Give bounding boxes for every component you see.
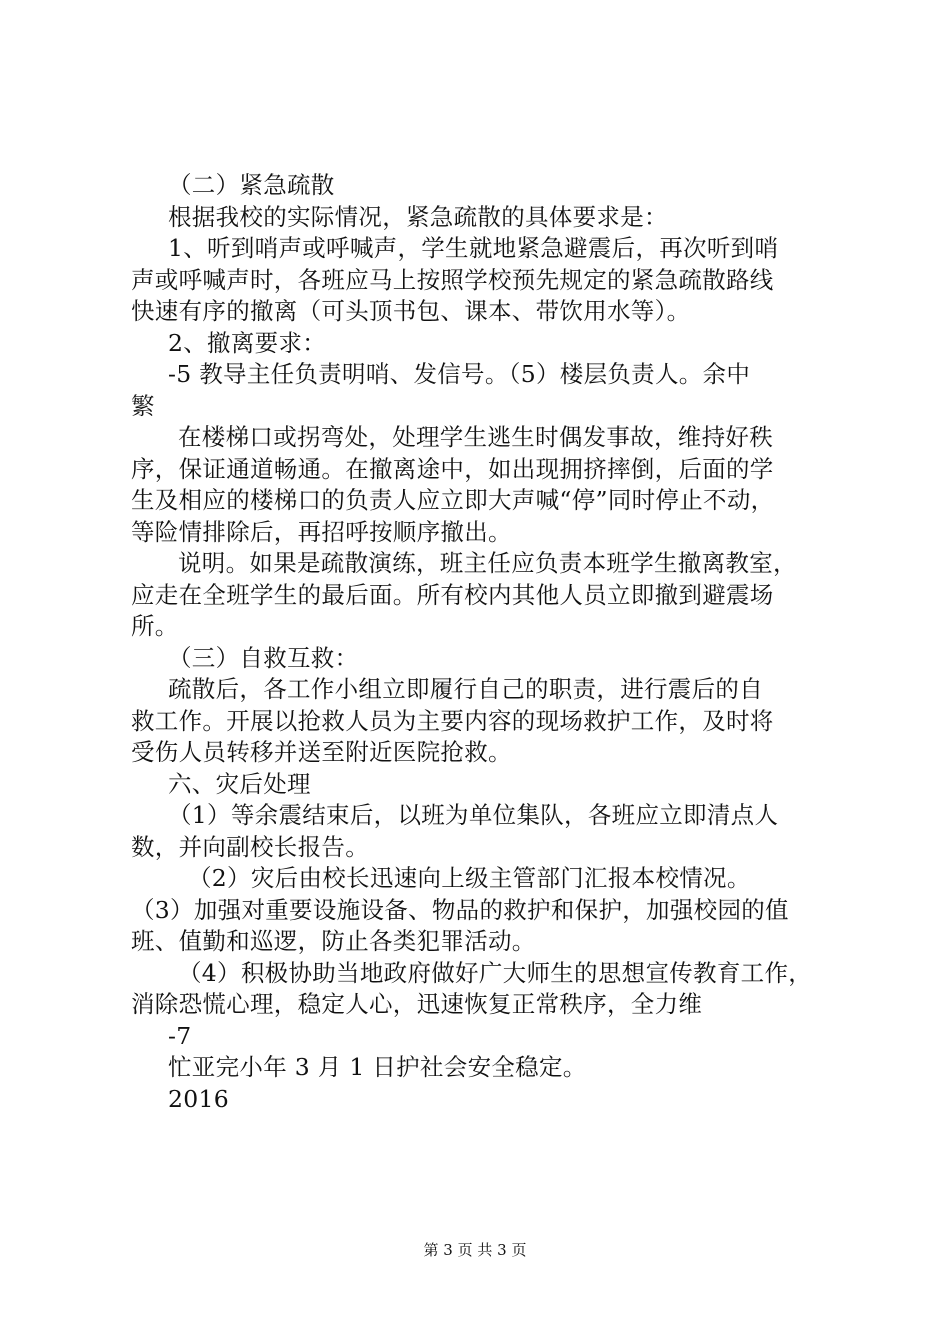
paragraph-line: 说明。如果是疏散演练，班主任应负责本班学生撤离教室， xyxy=(178,549,797,577)
paragraph-line: 2016 xyxy=(168,1084,230,1113)
paragraph-line: （2）灾后由校长迅速向上级主管部门汇报本校情况。 xyxy=(188,864,751,892)
paragraph-line: 1、听到哨声或呼喊声，学生就地紧急避震后，再次听到哨 xyxy=(168,234,779,262)
paragraph-line: 繁 xyxy=(131,391,155,420)
paragraph-line: 在楼梯口或拐弯处，处理学生逃生时偶发事故，维持好秩 xyxy=(178,423,773,451)
paragraph-line: （4）积极协助当地政府做好广大师生的思想宣传教育工作， xyxy=(178,958,813,987)
paragraph-line: 受伤人员转移并送至附近医院抢救。 xyxy=(131,738,512,766)
paragraph-line: 所。 xyxy=(131,612,179,640)
section-heading-evacuation: （二）紧急疏散 xyxy=(168,171,335,199)
paragraph-line: 班、值勤和巡逻，防止各类犯罪活动。 xyxy=(131,927,536,955)
paragraph-line: 数，并向副校长报告。 xyxy=(131,832,369,861)
paragraph-line: 序，保证通道畅通。在撤离途中，如出现拥挤摔倒，后面的学 xyxy=(131,454,774,483)
paragraph-line: -5 教导主任负责明哨、发信号。（5）楼层负责人。余中 xyxy=(168,360,751,388)
paragraph-line: 根据我校的实际情况，紧急疏散的具体要求是： xyxy=(168,202,668,231)
paragraph-line: 2、撤离要求： xyxy=(168,328,327,357)
page-number-footer: 第 3 页 共 3 页 xyxy=(423,1241,527,1259)
section-heading-self-rescue: （三）自救互救： xyxy=(168,643,359,672)
paragraph-line: 忙亚完小年 3 月 1 日护社会安全稳定。 xyxy=(168,1053,587,1081)
paragraph-line: 声或呼喊声时，各班应马上按照学校预先规定的紧急疏散路线 xyxy=(131,265,774,294)
paragraph-line: 疏散后，各工作小组立即履行自己的职责，进行震后的自 xyxy=(168,675,763,703)
section-heading-aftermath: 六、灾后处理 xyxy=(168,769,311,798)
paragraph-line: -7 xyxy=(168,1021,192,1050)
paragraph-line: 快速有序的撤离（可头顶书包、课本、带饮用水等）。 xyxy=(131,297,691,325)
document-body xyxy=(131,170,831,1115)
paragraph-line: 救工作。开展以抢救人员为主要内容的现场救护工作，及时将 xyxy=(131,706,774,735)
paragraph-line: （1）等余震结束后，以班为单位集队，各班应立即清点人 xyxy=(168,801,779,829)
paragraph-line: 生及相应的楼梯口的负责人应立即大声喊“停”同时停止不动， xyxy=(131,486,775,514)
paragraph-line: 应走在全班学生的最后面。所有校内其他人员立即撤到避震场 xyxy=(131,580,774,609)
paragraph-line: （3）加强对重要设施设备、物品的救护和保护，加强校园的值 xyxy=(131,895,789,924)
paragraph-line: 消除恐慌心理，稳定人心，迅速恢复正常秩序，全力维 xyxy=(131,990,703,1018)
paragraph-line: 等险情排除后，再招呼按顺序撤出。 xyxy=(131,517,512,546)
